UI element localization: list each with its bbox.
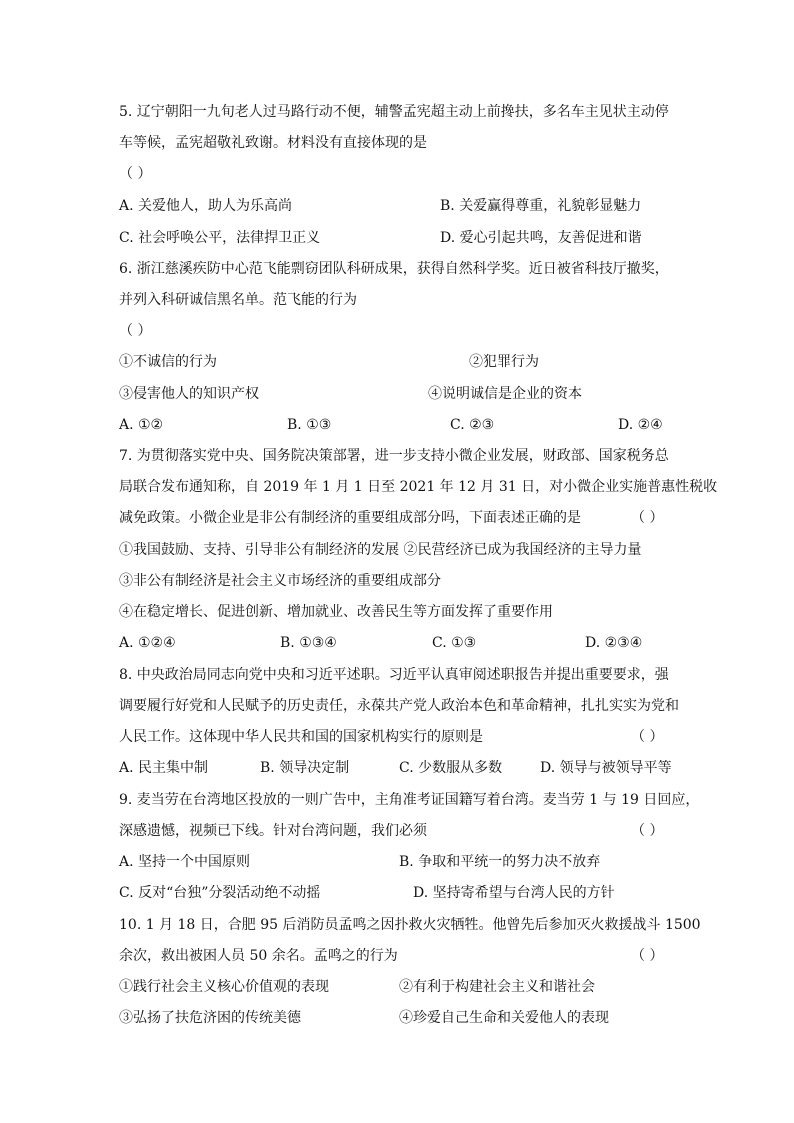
q8-stem-line-2: 调要履行好党和人民赋予的历史责任，永葆共产党人政治本色和革命精神，扎扎实实为党和: [119, 698, 679, 714]
q6-statement-3: ③侵害他人的知识产权: [119, 386, 259, 402]
q6-stem-line-1: 6. 浙江慈溪疾防中心范飞能剽窃团队科研成果，获得自然科学奖。近日被省科技厅撤奖，: [119, 261, 669, 277]
q7-statement-3: ③非公有制经济是社会主义市场经济的重要组成部分: [119, 573, 441, 589]
q8-option-c: C. 少数服从多数: [399, 760, 503, 776]
q5-answer-bracket: （ ）: [119, 166, 152, 182]
q5-stem-line-2: 车等候，孟宪超敬礼致谢。材料没有直接体现的是: [119, 135, 427, 151]
q10-statement-2: ②有利于构建社会主义和谐社会: [399, 979, 595, 995]
q7-stem-line-2: 局联合发布通知称，自 2019 年 1 月 1 日至 2021 年 12 月 31 日，对小微企业实施普惠性税收: [119, 479, 718, 495]
q6-statement-1: ①不诚信的行为: [119, 354, 217, 370]
q8-stem-line-1: 8. 中央政治局同志向党中央和习近平述职。习近平认真审阅述职报告并提出重要要求，强: [119, 667, 669, 683]
q10-statement-4: ④珍爱自己生命和关爱他人的表现: [399, 1010, 609, 1026]
q7-option-a: A. ①②④: [119, 635, 176, 651]
q7-stem-line-1: 7. 为贯彻落实党中央、国务院决策部署，进一步支持小微企业发展，财政部、国家税务总: [119, 448, 669, 464]
q6-option-d: D. ②④: [618, 417, 663, 433]
q9-answer-bracket: （ ）: [631, 823, 664, 839]
q9-stem-line-1: 9. 麦当劳在台湾地区投放的一则广告中，主角准考证国籍写着台湾。麦当劳 1 与 19 日回应，: [119, 792, 700, 808]
q9-option-a: A. 坚持一个中国原则: [119, 854, 251, 870]
q5-stem-line-1: 5. 辽宁朝阳一九旬老人过马路行动不便，辅警孟宪超主动上前搀扶，多名车主见状主动停: [119, 104, 669, 120]
q7-statement-4: ④在稳定增长、促进创新、增加就业、改善民生等方面发挥了重要作用: [119, 604, 553, 620]
q9-option-b: B. 争取和平统一的努力决不放弃: [399, 854, 601, 870]
q10-stem-line-2: 余次，救出被困人员 50 余名。孟鸣之的行为: [119, 948, 398, 964]
q8-answer-bracket: （ ）: [631, 729, 664, 745]
q6-option-a: A. ①②: [119, 417, 164, 433]
q6-answer-bracket: （ ）: [119, 323, 152, 339]
q7-option-c: C. ①③: [432, 635, 477, 651]
q6-statement-4: ④说明诚信是企业的资本: [428, 386, 582, 402]
q6-stem-line-2: 并列入科研诚信黑名单。范飞能的行为: [119, 292, 357, 308]
q5-option-d: D. 爱心引起共鸣，友善促进和谐: [440, 230, 642, 246]
q8-option-b: B. 领导决定制: [260, 760, 350, 776]
q5-option-c: C. 社会呼唤公平，法律捍卫正义: [119, 230, 321, 246]
q7-stem-line-3: 减免政策。小微企业是非公有制经济的重要组成部分吗，下面表述正确的是: [119, 510, 581, 526]
q9-option-c: C. 反对“台独”分裂活动绝不动摇: [119, 885, 321, 901]
q7-answer-bracket: （ ）: [631, 510, 664, 526]
q6-option-b: B. ①③: [287, 417, 332, 433]
q10-stem-line-1: 10. 1 月 18 日，合肥 95 后消防员孟鸣之因扑救火灾牺牲。他曾先后参加灭火救援战斗 1500: [119, 917, 701, 933]
q10-statement-1: ①践行社会主义核心价值观的表现: [119, 979, 329, 995]
q8-stem-line-3: 人民工作。这体现中华人民共和国的国家机构实行的原则是: [119, 729, 483, 745]
q10-answer-bracket: （ ）: [631, 948, 664, 964]
q8-option-d: D. 领导与被领导平等: [540, 760, 672, 776]
q10-statement-3: ③弘扬了扶危济困的传统美德: [119, 1010, 301, 1026]
q7-option-d: D. ②③④: [585, 635, 643, 651]
q7-option-b: B. ①③④: [280, 635, 337, 651]
q5-option-a: A. 关爱他人，助人为乐高尚: [119, 198, 293, 214]
q9-option-d: D. 坚持寄希望与台湾人民的方针: [413, 885, 615, 901]
q5-option-b: B. 关爱赢得尊重，礼貌彰显魅力: [440, 198, 642, 214]
q8-option-a: A. 民主集中制: [119, 760, 209, 776]
q7-statement-1-2: ①我国鼓励、支持、引导非公有制经济的发展 ②民营经济已成为我国经济的主导力量: [119, 542, 642, 558]
q9-stem-line-2: 深感遗憾，视频已下线。针对台湾问题，我们必须: [119, 823, 427, 839]
q6-option-c: C. ②③: [450, 417, 495, 433]
q6-statement-2: ②犯罪行为: [469, 354, 539, 370]
